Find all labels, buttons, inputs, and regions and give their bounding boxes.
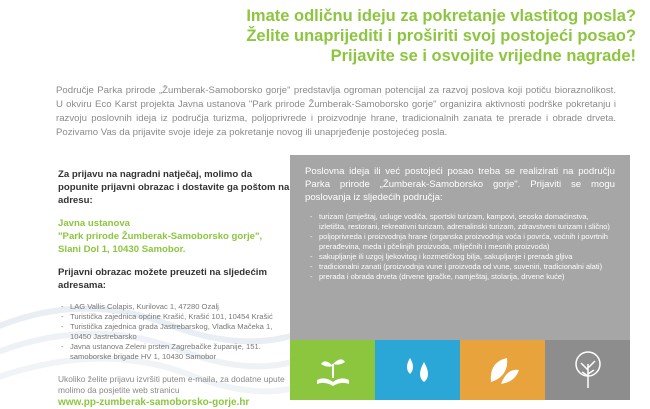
intro-paragraph: Područje Parka prirode „Žumberak-Samoborsko gorje" predstavlja ogroman potencijal za razvoj poslova koji potiču bioraznolikost. U okviru Eco Karst projekta Javna ustanova "Park prirode Žumberak-Samoborsko gorje" organizira aktivnosti podrške pokretanju i razvoju poslovnih ideja iz područja turizma, poljoprivrede i proizvodnje hrane, tradicionalnih zanata te prerade i obrade drveta. Pozivamo Vas da prijavite svoje ideje za pokretanje novog ili unaprjeđenje postojećeg posla. — [56, 85, 616, 138]
list-item: - sakupljanje ili uzgoj ljekovitog i kozmetičkog bilja, sakupljanje i prerada gljiva — [319, 252, 615, 262]
icon-strip — [290, 340, 630, 400]
address-street: Slani Dol 1, 10430 Samobor. — [58, 244, 186, 255]
list-item: - LAG Vallis Colapis, Kurilovac 1, 47280 Ozalj — [70, 302, 290, 312]
headline-line-3: Prijavite se i osvojite vrijedne nagrade! — [330, 47, 636, 65]
list-item: - tradicionalni zanati (proizvodnja vune i proizvoda od vune, suveniri, tradicionalni alati) — [319, 262, 615, 272]
headline-line-2: Želite unaprijediti i proširiti svoj postojeći posao? — [246, 27, 636, 45]
postal-address — [58, 217, 290, 256]
tile-agriculture — [290, 340, 375, 400]
list-item: - turizam (smještaj, usluge vodiča, sportski turizam, kampovi, seoska domaćinstva, izletišta, restorani, rekreativni turizam, adrenalinski turizam, zdravstveni turizam i slično) — [319, 212, 615, 232]
eligibility-box — [290, 155, 630, 340]
left-column — [58, 168, 290, 409]
tree-icon — [566, 348, 610, 392]
submit-instructions: Za prijavu na nagradni natječaj, molimo da popunite prijavni obrazac i dostavite ga poštom na adresu: — [58, 169, 290, 206]
eligibility-list — [305, 212, 615, 282]
address-org: "Park prirode Žumberak-Samoborsko gorje", — [58, 231, 263, 242]
eligibility-lead: Poslovna ideja ili već postojeći posao treba se realizirati na području Parka prirode „Žumberak-Samoborsko gorje". Prijaviti se mogu poslovanja iz sljedećih područja: — [305, 166, 615, 203]
headline — [116, 6, 636, 66]
headline-line-1: Imate odličnu ideju za pokretanje vlastitog posla? — [246, 7, 636, 25]
list-item: - Turistička zajednica grada Jastrebarskog, Vladka Mačeka 1, 10450 Jastrebarsko — [70, 322, 290, 342]
list-item: - poljoprivreda i proizvodnja hrane (organska proizvodnja voća i povrća, voćnih i povrtnih prerađevina, meda i pčelinjih proizvoda, mliječnih i mesnih proizvoda) — [319, 232, 615, 252]
tile-nature — [460, 340, 545, 400]
website-link[interactable]: www.pp-zumberak-samoborsko-gorje.hr — [58, 397, 250, 408]
tile-forestry — [545, 340, 630, 400]
leaves-icon — [481, 348, 525, 392]
address-name: Javna ustanova — [58, 218, 130, 229]
hands-plant-icon — [311, 348, 355, 392]
water-drops-icon — [396, 348, 440, 392]
list-item: - Turistička zajednica općine Krašić, Krašić 101, 10454 Krašić — [70, 312, 290, 322]
list-item: - Javna ustanova Zeleni prsten Zagrebačke županije, 151. samoborske brigade HV 1, 10430 Samobor — [70, 342, 290, 362]
email-instructions: Ukoliko želite prijavu izvršiti putem e-maila, za dodatne upute molimo da posjetite web stranicu — [58, 374, 285, 395]
list-item: - prerada i obrada drveta (drvene igračke, namještaj, stolarija, drvene kuće) — [319, 272, 615, 282]
download-instructions: Prijavni obrazac možete preuzeti na sljedećim adresama: — [58, 267, 268, 291]
tile-water — [375, 340, 460, 400]
download-locations — [58, 302, 290, 362]
